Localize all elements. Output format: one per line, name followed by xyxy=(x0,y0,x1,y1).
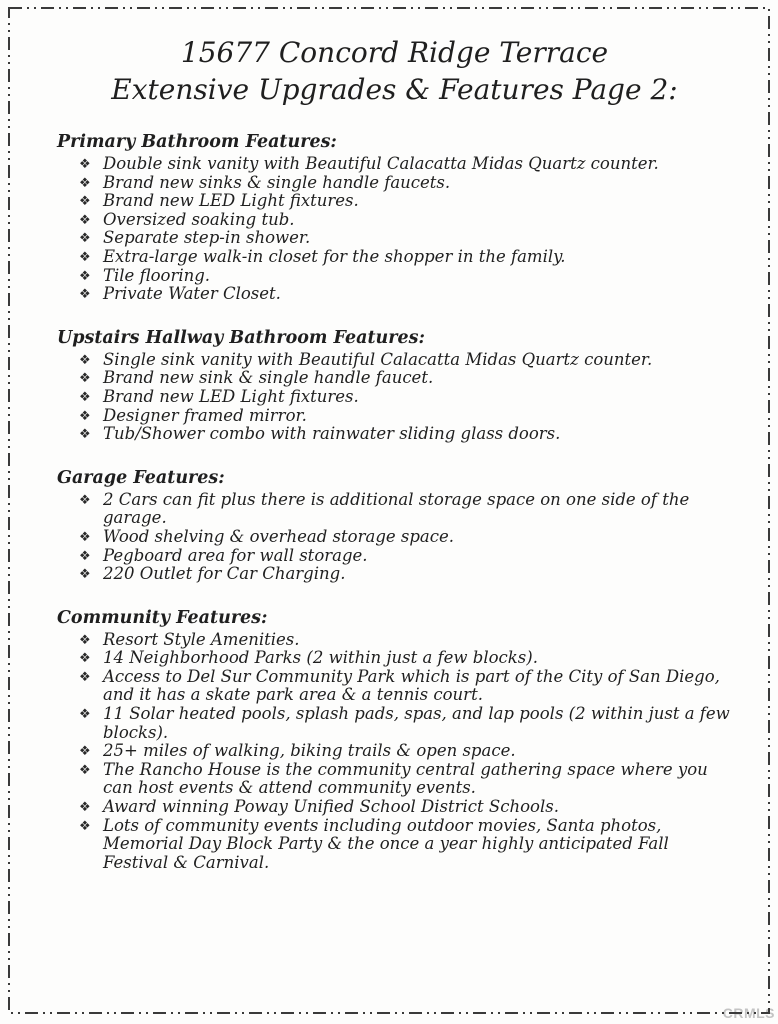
feature-item-text: Access to Del Sur Community Park which is part of the City of San Diego, and it has a skate park area & a tennis court. xyxy=(103,666,720,705)
feature-item-text: Single sink vanity with Beautiful Calacatta Midas Quartz counter. xyxy=(103,349,653,369)
feature-item-text: 220 Outlet for Car Charging. xyxy=(103,564,346,584)
diamond-bullet-icon: ❖ xyxy=(79,231,91,247)
feature-item xyxy=(79,388,732,407)
diamond-bullet-icon: ❖ xyxy=(79,157,91,172)
feature-item xyxy=(79,351,732,370)
feature-item-text: Wood shelving & overhead storage space. xyxy=(103,526,455,546)
diamond-bullet-icon: ❖ xyxy=(79,762,91,778)
document-title-line1: 15677 Concord Ridge Terrace xyxy=(180,36,609,69)
document-title-line2: Extensive Upgrades & Features Page 2: xyxy=(111,73,678,106)
section-community xyxy=(57,608,732,873)
section-heading-community: Community Features: xyxy=(57,607,268,628)
feature-item xyxy=(79,285,732,304)
feature-item xyxy=(79,174,732,193)
diamond-bullet-icon: ❖ xyxy=(79,287,91,303)
feature-item xyxy=(79,565,732,584)
feature-item xyxy=(79,649,732,668)
section-primary-bathroom xyxy=(57,132,732,304)
document-title xyxy=(57,34,732,108)
diamond-bullet-icon: ❖ xyxy=(79,352,91,368)
feature-list-community xyxy=(57,631,732,873)
feature-item-text: Double sink vanity with Beautiful Calacatta Midas Quartz counter. xyxy=(103,154,659,173)
feature-item-text: Brand new LED Light fixtures. xyxy=(103,191,359,211)
feature-item xyxy=(79,668,732,705)
diamond-bullet-icon: ❖ xyxy=(79,427,91,443)
feature-list-primary-bathroom xyxy=(57,155,732,304)
feature-item-text: Private Water Closet. xyxy=(103,284,281,304)
diamond-bullet-icon: ❖ xyxy=(79,651,91,667)
feature-item xyxy=(79,211,732,230)
diamond-bullet-icon: ❖ xyxy=(79,194,91,210)
feature-item xyxy=(79,742,732,761)
section-heading-upstairs-hallway-bathroom: Upstairs Hallway Bathroom Features: xyxy=(57,327,425,348)
crmls-watermark: CRMLS xyxy=(722,1005,775,1021)
diamond-bullet-icon: ❖ xyxy=(79,175,91,191)
section-heading-primary-bathroom: Primary Bathroom Features: xyxy=(57,132,337,152)
diamond-bullet-icon: ❖ xyxy=(79,818,91,834)
feature-item xyxy=(79,547,732,566)
feature-item xyxy=(79,798,732,817)
diamond-bullet-icon: ❖ xyxy=(79,389,91,405)
feature-list-upstairs-hallway-bathroom xyxy=(57,351,732,444)
feature-item xyxy=(79,425,732,444)
diamond-bullet-icon: ❖ xyxy=(79,371,91,387)
feature-item-text: 25+ miles of walking, biking trails & open space. xyxy=(103,741,516,761)
feature-item xyxy=(79,248,732,267)
feature-list-garage xyxy=(57,491,732,584)
feature-item xyxy=(79,631,732,650)
feature-item xyxy=(79,369,732,388)
feature-item xyxy=(79,155,732,174)
diamond-bullet-icon: ❖ xyxy=(79,632,91,648)
diamond-bullet-icon: ❖ xyxy=(79,548,91,564)
section-upstairs-hallway-bathroom xyxy=(57,328,732,444)
feature-item-text: 11 Solar heated pools, splash pads, spas, and lap pools (2 within just a few blocks). xyxy=(103,704,730,742)
diamond-bullet-icon: ❖ xyxy=(79,212,91,228)
feature-item-text: Brand new sink & single handle faucet. xyxy=(103,368,434,388)
diamond-bullet-icon: ❖ xyxy=(79,492,91,508)
feature-item-text: The Rancho House is the community central gathering space where you can host events & attend community events. xyxy=(103,759,708,798)
feature-item-text: Brand new LED Light fixtures. xyxy=(103,386,359,406)
feature-item-text: Lots of community events including outdoor movies, Santa photos, Memorial Day Block Party & the once a year highly anticipated Fall Festival & Carnival. xyxy=(103,815,669,872)
section-heading-garage: Garage Features: xyxy=(57,467,225,488)
diamond-bullet-icon: ❖ xyxy=(79,268,91,284)
diamond-bullet-icon: ❖ xyxy=(79,408,91,424)
feature-item-text: Pegboard area for wall storage. xyxy=(103,545,368,565)
diamond-bullet-icon: ❖ xyxy=(79,567,91,583)
feature-item xyxy=(79,407,732,426)
diamond-bullet-icon: ❖ xyxy=(79,529,91,545)
diamond-bullet-icon: ❖ xyxy=(79,707,91,723)
feature-item xyxy=(79,528,732,547)
feature-item xyxy=(79,761,732,798)
feature-item-text: Separate step-in shower. xyxy=(103,228,311,248)
feature-item-text: Tub/Shower combo with rainwater sliding glass doors. xyxy=(103,424,561,444)
feature-item-text: Resort Style Amenities. xyxy=(103,629,300,649)
feature-item xyxy=(79,705,732,742)
diamond-bullet-icon: ❖ xyxy=(79,669,91,685)
feature-item xyxy=(79,267,732,286)
feature-item-text: 2 Cars can fit plus there is additional storage space on one side of the garage. xyxy=(103,489,690,528)
feature-item xyxy=(79,491,732,528)
section-garage xyxy=(57,468,732,584)
feature-item-text: Brand new sinks & single handle faucets. xyxy=(103,172,451,192)
feature-item-text: Oversized soaking tub. xyxy=(103,209,295,229)
diamond-bullet-icon: ❖ xyxy=(79,800,91,816)
feature-item-text: Award winning Poway Unified School District Schools. xyxy=(103,797,559,817)
diamond-bullet-icon: ❖ xyxy=(79,744,91,760)
feature-item-text: Extra-large walk-in closet for the shopper in the family. xyxy=(103,246,566,266)
diamond-bullet-icon: ❖ xyxy=(79,249,91,265)
feature-item xyxy=(79,229,732,248)
feature-item-text: Tile flooring. xyxy=(103,265,211,285)
feature-item-text: Designer framed mirror. xyxy=(103,405,307,425)
feature-item xyxy=(79,192,732,211)
feature-item xyxy=(79,817,732,873)
feature-item-text: 14 Neighborhood Parks (2 within just a few blocks). xyxy=(103,648,538,668)
